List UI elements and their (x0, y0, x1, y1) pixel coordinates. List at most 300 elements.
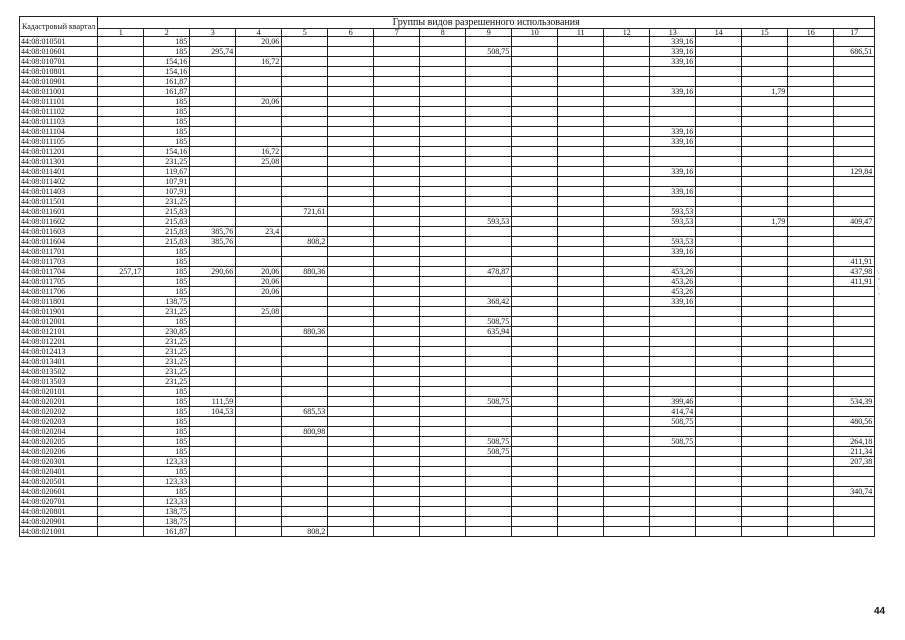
value-cell (466, 147, 512, 157)
cadastral-quarter-cell: 44:08:010801 (20, 67, 98, 77)
cadastral-quarter-cell: 44:08:020701 (20, 497, 98, 507)
value-cell (604, 277, 650, 287)
value-cell: 154,16 (144, 57, 190, 67)
value-cell (466, 407, 512, 417)
value-cell (98, 427, 144, 437)
value-cell (788, 77, 834, 87)
table-row (20, 87, 875, 97)
value-cell (328, 267, 374, 277)
cadastral-quarter-cell: 44:08:020205 (20, 437, 98, 447)
value-cell (374, 207, 420, 217)
value-cell (328, 397, 374, 407)
table-row (20, 387, 875, 397)
value-cell (788, 427, 834, 437)
column-number-header: 16 (788, 29, 834, 37)
value-cell (420, 527, 466, 537)
value-cell (98, 177, 144, 187)
table-row (20, 247, 875, 257)
value-cell (190, 137, 236, 147)
table-row (20, 37, 875, 47)
value-cell (742, 77, 788, 87)
value-cell: 215,83 (144, 217, 190, 227)
value-cell: 129,84 (834, 167, 875, 177)
value-cell (604, 407, 650, 417)
value-cell (282, 287, 328, 297)
value-cell (374, 437, 420, 447)
value-cell (420, 177, 466, 187)
value-cell (98, 147, 144, 157)
value-cell (190, 127, 236, 137)
value-cell (512, 287, 558, 297)
value-cell (696, 467, 742, 477)
value-cell (512, 427, 558, 437)
value-cell (604, 477, 650, 487)
value-cell: 154,16 (144, 147, 190, 157)
value-cell (604, 137, 650, 147)
value-cell (282, 357, 328, 367)
value-cell (328, 197, 374, 207)
value-cell (374, 347, 420, 357)
value-cell (190, 177, 236, 187)
value-cell: 414,74 (650, 407, 696, 417)
value-cell (788, 177, 834, 187)
value-cell (98, 247, 144, 257)
value-cell (558, 367, 604, 377)
value-cell (742, 457, 788, 467)
value-cell (650, 467, 696, 477)
value-cell (558, 77, 604, 87)
value-cell (328, 257, 374, 267)
value-cell: 411,91 (834, 257, 875, 267)
value-cell (190, 517, 236, 527)
value-cell (650, 527, 696, 537)
table-row (20, 267, 875, 277)
value-cell (604, 467, 650, 477)
table-row (20, 57, 875, 67)
value-cell: 257,17 (98, 267, 144, 277)
value-cell (604, 217, 650, 227)
cadastral-quarter-cell: 44:08:010601 (20, 47, 98, 57)
value-cell (512, 417, 558, 427)
value-cell (512, 57, 558, 67)
value-cell (98, 227, 144, 237)
value-cell (98, 317, 144, 327)
value-cell: 635,94 (466, 327, 512, 337)
value-cell (420, 317, 466, 327)
value-cell (282, 457, 328, 467)
value-cell (604, 487, 650, 497)
value-cell (466, 477, 512, 487)
value-cell (604, 227, 650, 237)
value-cell (98, 337, 144, 347)
value-cell (98, 287, 144, 297)
value-cell (190, 67, 236, 77)
value-cell (190, 367, 236, 377)
value-cell (420, 357, 466, 367)
value-cell (420, 267, 466, 277)
value-cell (236, 427, 282, 437)
value-cell (98, 467, 144, 477)
table-row (20, 377, 875, 387)
value-cell (512, 377, 558, 387)
value-cell (834, 407, 875, 417)
value-cell (466, 37, 512, 47)
value-cell (374, 187, 420, 197)
value-cell: 16,72 (236, 147, 282, 157)
land-use-table (19, 16, 875, 537)
value-cell (236, 167, 282, 177)
value-cell (788, 317, 834, 327)
value-cell (558, 147, 604, 157)
table-row (20, 67, 875, 77)
value-cell: 339,16 (650, 247, 696, 257)
value-cell (650, 107, 696, 117)
value-cell (466, 517, 512, 527)
value-cell (328, 277, 374, 287)
value-cell (834, 377, 875, 387)
value-cell (98, 37, 144, 47)
value-cell (834, 467, 875, 477)
value-cell (420, 57, 466, 67)
table-row (20, 157, 875, 167)
value-cell (788, 207, 834, 217)
value-cell (558, 137, 604, 147)
value-cell (650, 177, 696, 187)
value-cell (328, 527, 374, 537)
table-row (20, 187, 875, 197)
value-cell (282, 67, 328, 77)
value-cell (374, 287, 420, 297)
value-cell (98, 497, 144, 507)
value-cell (834, 497, 875, 507)
value-cell (374, 87, 420, 97)
value-cell (190, 457, 236, 467)
value-cell (742, 37, 788, 47)
value-cell: 161,87 (144, 527, 190, 537)
value-cell (236, 107, 282, 117)
column-number-header: 15 (742, 29, 788, 37)
value-cell (834, 327, 875, 337)
cadastral-quarter-cell: 44:08:011706 (20, 287, 98, 297)
value-cell (420, 457, 466, 467)
value-cell (328, 297, 374, 307)
value-cell (512, 447, 558, 457)
value-cell (512, 357, 558, 367)
value-cell (282, 437, 328, 447)
value-cell (834, 347, 875, 357)
table-row (20, 357, 875, 367)
value-cell (650, 497, 696, 507)
value-cell: 185 (144, 437, 190, 447)
value-cell: 290,66 (190, 267, 236, 277)
value-cell (558, 117, 604, 127)
value-cell (328, 157, 374, 167)
value-cell (282, 277, 328, 287)
value-cell: 185 (144, 257, 190, 267)
cadastral-quarter-cell: 44:08:011603 (20, 227, 98, 237)
value-cell: 138,75 (144, 507, 190, 517)
value-cell (466, 67, 512, 77)
value-cell (282, 97, 328, 107)
value-cell (558, 227, 604, 237)
cadastral-quarter-cell: 44:08:020901 (20, 517, 98, 527)
value-cell (236, 407, 282, 417)
value-cell (788, 137, 834, 147)
value-cell (696, 167, 742, 177)
value-cell (834, 387, 875, 397)
value-cell (236, 457, 282, 467)
value-cell (374, 97, 420, 107)
value-cell (466, 77, 512, 87)
value-cell: 339,16 (650, 137, 696, 147)
value-cell (512, 167, 558, 177)
value-cell (328, 447, 374, 457)
value-cell (190, 257, 236, 267)
value-cell (604, 207, 650, 217)
value-cell (604, 87, 650, 97)
value-cell (788, 127, 834, 137)
value-cell (190, 467, 236, 477)
value-cell (788, 227, 834, 237)
value-cell (190, 387, 236, 397)
value-cell: 185 (144, 127, 190, 137)
value-cell (420, 287, 466, 297)
value-cell (650, 117, 696, 127)
value-cell (742, 407, 788, 417)
data-table-sheet (19, 16, 875, 537)
value-cell (650, 97, 696, 107)
value-cell (328, 337, 374, 347)
value-cell (742, 397, 788, 407)
value-cell (466, 87, 512, 97)
cadastral-quarter-cell: 44:08:011001 (20, 87, 98, 97)
value-cell (282, 257, 328, 267)
value-cell (650, 257, 696, 267)
value-cell (466, 97, 512, 107)
value-cell (512, 497, 558, 507)
value-cell: 508,75 (466, 447, 512, 457)
value-cell (696, 357, 742, 367)
value-cell: 185 (144, 387, 190, 397)
table-row (20, 417, 875, 427)
value-cell (834, 137, 875, 147)
value-cell (420, 167, 466, 177)
value-cell: 231,25 (144, 337, 190, 347)
table-row (20, 467, 875, 477)
value-cell (236, 517, 282, 527)
value-cell (98, 477, 144, 487)
value-cell (420, 207, 466, 217)
value-cell (190, 347, 236, 357)
value-cell: 185 (144, 277, 190, 287)
value-cell (604, 57, 650, 67)
value-cell (834, 357, 875, 367)
value-cell (696, 47, 742, 57)
value-cell (834, 527, 875, 537)
value-cell (558, 397, 604, 407)
value-cell: 339,16 (650, 187, 696, 197)
table-row (20, 517, 875, 527)
value-cell: 185 (144, 267, 190, 277)
value-cell (742, 57, 788, 67)
value-cell (236, 447, 282, 457)
value-cell (190, 357, 236, 367)
value-cell (236, 47, 282, 57)
value-cell: 880,36 (282, 267, 328, 277)
value-cell (190, 87, 236, 97)
value-cell (742, 147, 788, 157)
value-cell (282, 417, 328, 427)
cadastral-quarter-cell: 44:08:011602 (20, 217, 98, 227)
value-cell (374, 357, 420, 367)
value-cell: 808,2 (282, 237, 328, 247)
value-cell (420, 157, 466, 167)
value-cell: 508,75 (466, 437, 512, 447)
table-row (20, 257, 875, 267)
value-cell (788, 107, 834, 117)
cadastral-quarter-cell: 44:08:020201 (20, 397, 98, 407)
value-cell (282, 487, 328, 497)
value-cell (282, 227, 328, 237)
value-cell (190, 57, 236, 67)
value-cell (328, 207, 374, 217)
cadastral-quarter-cell: 44:08:010701 (20, 57, 98, 67)
value-cell (696, 137, 742, 147)
value-cell (236, 67, 282, 77)
column-number-header: 5 (282, 29, 328, 37)
value-cell (512, 227, 558, 237)
value-cell: 185 (144, 37, 190, 47)
value-cell (742, 517, 788, 527)
value-cell (328, 67, 374, 77)
value-cell (190, 477, 236, 487)
value-cell (236, 187, 282, 197)
value-cell (650, 317, 696, 327)
value-cell (282, 217, 328, 227)
value-cell (190, 427, 236, 437)
value-cell (696, 497, 742, 507)
value-cell (558, 437, 604, 447)
value-cell: 123,33 (144, 477, 190, 487)
value-cell (834, 87, 875, 97)
value-cell (466, 497, 512, 507)
value-cell (282, 397, 328, 407)
value-cell (420, 327, 466, 337)
value-cell (696, 217, 742, 227)
value-cell (650, 367, 696, 377)
value-cell (328, 347, 374, 357)
value-cell (420, 87, 466, 97)
value-cell (236, 367, 282, 377)
value-cell (788, 287, 834, 297)
value-cell: 123,33 (144, 497, 190, 507)
value-cell (420, 77, 466, 87)
value-cell (604, 317, 650, 327)
value-cell (374, 417, 420, 427)
value-cell (650, 337, 696, 347)
value-cell (190, 117, 236, 127)
value-cell (236, 127, 282, 137)
value-cell (696, 487, 742, 497)
value-cell: 339,16 (650, 47, 696, 57)
value-cell (374, 487, 420, 497)
table-row (20, 457, 875, 467)
value-cell (236, 177, 282, 187)
value-cell (604, 337, 650, 347)
value-cell: 399,46 (650, 397, 696, 407)
value-cell (282, 297, 328, 307)
value-cell (374, 387, 420, 397)
value-cell (512, 157, 558, 167)
cadastral-quarter-cell: 44:08:011201 (20, 147, 98, 157)
column-number-header: 17 (834, 29, 875, 37)
value-cell (328, 287, 374, 297)
value-cell (466, 367, 512, 377)
value-cell: 411,91 (834, 277, 875, 287)
value-cell (604, 507, 650, 517)
value-cell (190, 327, 236, 337)
value-cell (420, 97, 466, 107)
column-number-header: 11 (558, 29, 604, 37)
value-cell: 215,83 (144, 207, 190, 217)
value-cell (466, 237, 512, 247)
value-cell (696, 427, 742, 437)
value-cell (512, 207, 558, 217)
margin-scribble-mark (876, 268, 882, 296)
value-cell (696, 517, 742, 527)
value-cell (236, 347, 282, 357)
value-cell (696, 437, 742, 447)
value-cell: 508,75 (650, 437, 696, 447)
value-cell (236, 437, 282, 447)
value-cell (696, 377, 742, 387)
column-number-header: 8 (420, 29, 466, 37)
value-cell (328, 437, 374, 447)
value-cell (466, 357, 512, 367)
cadastral-quarter-cell: 44:08:011104 (20, 127, 98, 137)
value-cell (650, 327, 696, 337)
value-cell (558, 417, 604, 427)
value-cell (696, 417, 742, 427)
value-cell (420, 467, 466, 477)
value-cell: 230,85 (144, 327, 190, 337)
cadastral-quarter-cell: 44:08:020501 (20, 477, 98, 487)
value-cell (742, 387, 788, 397)
value-cell (650, 157, 696, 167)
table-row (20, 397, 875, 407)
value-cell: 1,79 (742, 87, 788, 97)
value-cell (788, 307, 834, 317)
value-cell (742, 477, 788, 487)
value-cell (788, 167, 834, 177)
value-cell: 593,53 (466, 217, 512, 227)
value-cell (374, 247, 420, 257)
table-row (20, 447, 875, 457)
value-cell (742, 287, 788, 297)
value-cell (742, 437, 788, 447)
value-cell (466, 377, 512, 387)
value-cell: 20,06 (236, 37, 282, 47)
value-cell (466, 107, 512, 117)
value-cell (98, 417, 144, 427)
value-cell (512, 197, 558, 207)
value-cell (420, 247, 466, 257)
value-cell: 686,51 (834, 47, 875, 57)
value-cell (512, 437, 558, 447)
cadastral-quarter-cell: 44:08:020202 (20, 407, 98, 417)
value-cell (558, 317, 604, 327)
value-cell: 339,16 (650, 57, 696, 67)
